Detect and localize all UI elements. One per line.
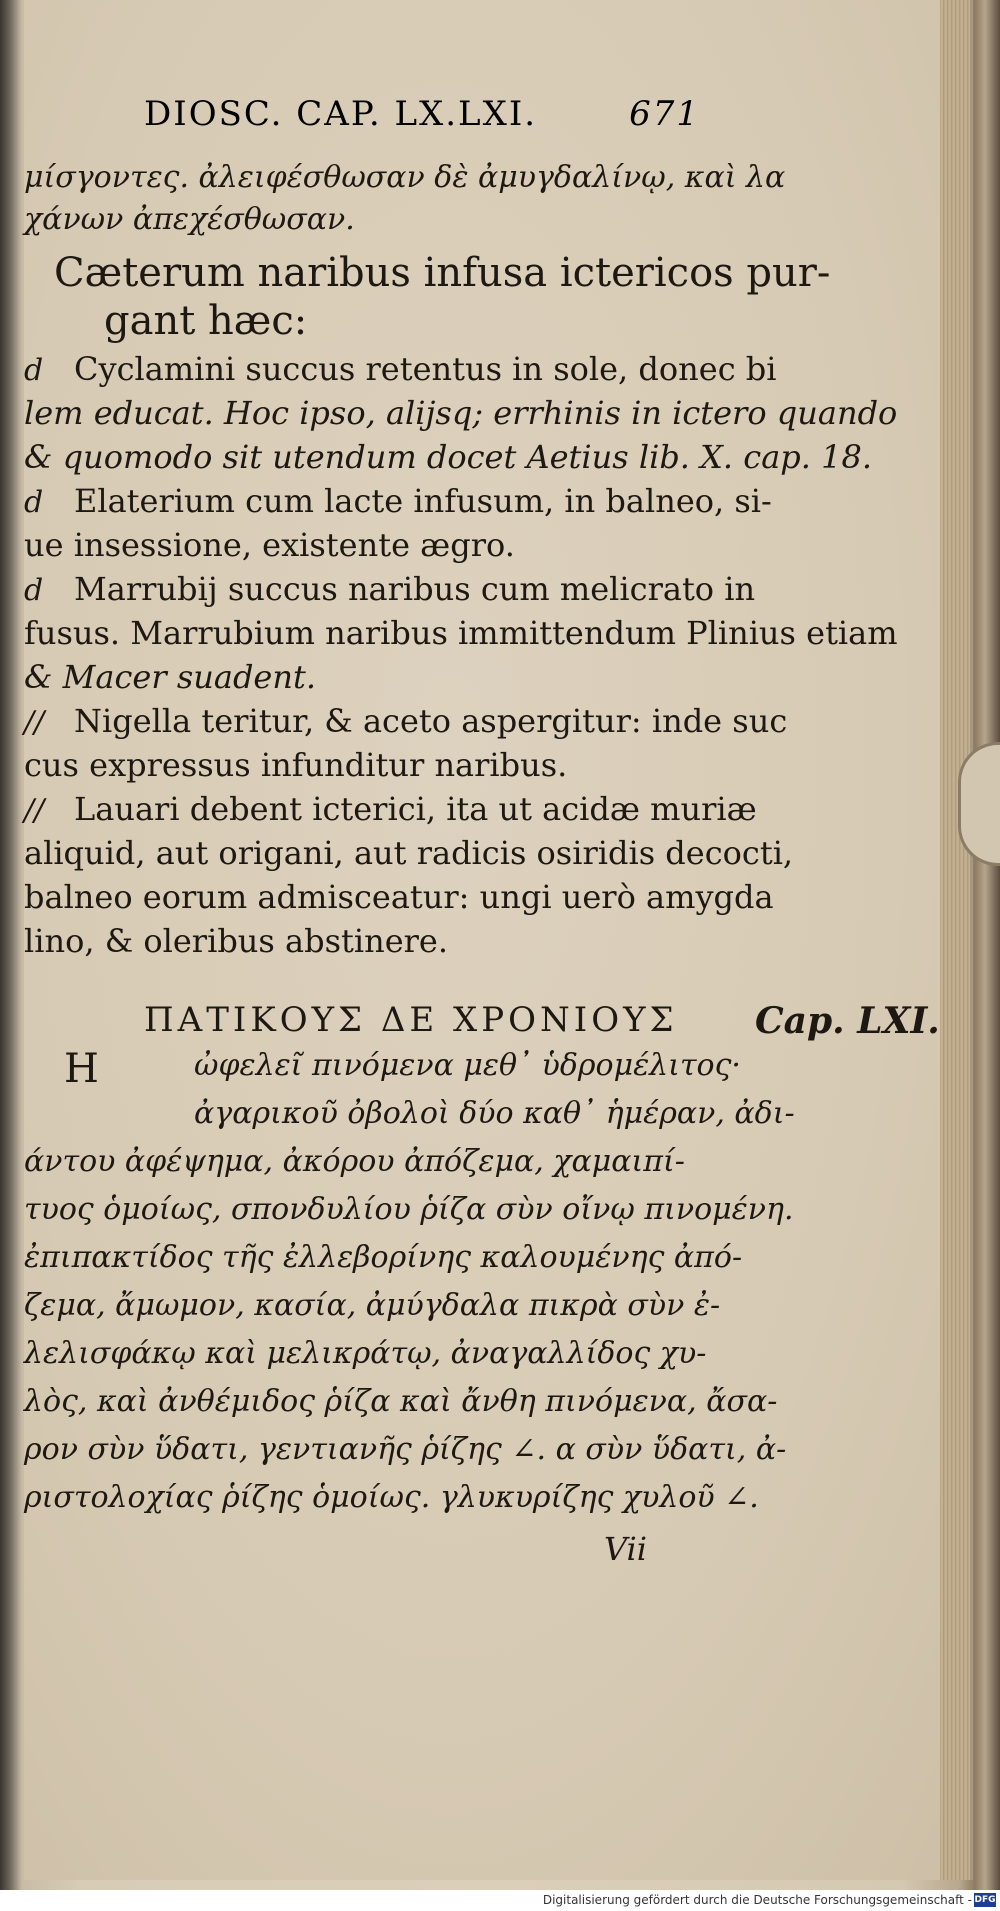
latin-heading-line: gant hæc: — [104, 298, 308, 344]
dfg-logo-icon: DFG — [974, 1895, 996, 1905]
latin-heading-line: Cæterum naribus infusa ictericos pur- — [54, 250, 831, 296]
entry-line: & Macer suadent. — [24, 658, 316, 696]
entry-marker: d — [24, 485, 44, 520]
running-header — [120, 94, 700, 144]
entry-marker: // — [24, 793, 45, 828]
section-initial: Η — [64, 1046, 99, 1092]
header-title: DIOSC. CAP. LX.LXI. — [144, 94, 538, 134]
footer-credit: Digitalisierung gefördert durch die Deutsche Forschungsgemeinschaft - — [542, 1893, 972, 1907]
entry-line: lino, & oleribus abstinere. — [24, 922, 449, 960]
chapter-label: Cap. LXI. — [755, 1000, 940, 1042]
greek-line: άντου ἀφέψημα, ἀκόρου ἀπόζεμα, χαμαιπί- — [24, 1144, 685, 1179]
section-heading: ΠΑΤΙΚΟΥΣ ΔΕ ΧΡΟΝΙΟΥΣ — [144, 1000, 678, 1040]
greek-line: λὸς, καὶ ἀνθέμιδος ῥίζα καὶ ἄνθη πινόμενα, ἄσα- — [24, 1384, 778, 1419]
entry-line — [24, 790, 757, 828]
entry-line — [24, 482, 772, 520]
greek-line: ἐπιπακτίδος τῆς ἐλλεβορίνης καλουμένης ἀπό- — [24, 1240, 743, 1275]
entry-text: Cyclamini succus retentus in sole, donec bi — [74, 350, 777, 388]
greek-line: μίσγοντες. ἀλειφέσθωσαν δὲ ἀμυγδαλίνῳ, καὶ λα — [24, 160, 786, 195]
entry-line: aliquid, aut origani, aut radicis osiridis decocti, — [24, 834, 794, 872]
entry-marker: d — [24, 353, 44, 388]
greek-line: ζεμα, ἄμωμον, κασία, ἀμύγδαλα πικρὰ σὺν ἐ- — [24, 1288, 721, 1323]
entry-line: & quomodo sit utendum docet Aetius lib. X. cap. 18. — [24, 438, 872, 476]
greek-line: ἀγαρικοῦ ὀβολοὶ δύο καθ᾽ ἡμέραν, ἀδι- — [194, 1096, 795, 1131]
greek-line: χάνων ἀπεχέσθωσαν. — [24, 202, 355, 237]
entry-line — [24, 350, 777, 388]
entry-line — [24, 702, 787, 740]
greek-line: λελισφάκῳ καὶ μελικράτῳ, ἀναγαλλίδος χυ- — [24, 1336, 707, 1371]
entry-text: Marrubij succus naribus cum melicrato in — [74, 570, 756, 608]
entry-line: balneo eorum admisceatur: ungi uerò amygda — [24, 878, 774, 916]
entry-line — [24, 570, 755, 608]
catchword: Vii — [604, 1530, 648, 1568]
entry-line: cus expressus infunditur naribus. — [24, 746, 568, 784]
greek-line: τυος ὁμοίως, σπονδυλίου ῥίζα σὺν οἴνῳ πινομένη. — [24, 1192, 794, 1227]
greek-line: ρον σὺν ὕδατι, γεντιανῆς ῥίζης ∠. α σὺν ὕδατι, ἀ- — [24, 1432, 787, 1467]
greek-line: ριστολοχίας ῥίζης ὁμοίως. γλυκυρίζης χυλοῦ ∠. — [24, 1480, 759, 1515]
entry-line: lem educat. Hoc ipso, alijsq; errhinis in ictero quando — [24, 394, 898, 432]
entry-line: fusus. Marrubium naribus immittendum Plinius etiam — [24, 614, 898, 652]
entry-text: Nigella teritur, & aceto aspergitur: inde suc — [74, 702, 788, 740]
page-clasp-tab — [958, 742, 1000, 866]
greek-line: ὠφελεῖ πινόμενα μεθ᾽ ὑδρομέλιτος· — [194, 1048, 741, 1083]
page-edge — [940, 0, 970, 1880]
entry-marker: d — [24, 573, 44, 608]
entry-marker: // — [24, 705, 45, 740]
entry-text: Lauari debent icterici, ita ut acidæ muriæ — [74, 790, 757, 828]
entry-text: Elaterium cum lacte infusum, in balneo, si- — [74, 482, 772, 520]
page-number: 671 — [629, 94, 700, 134]
entry-line: ue insessione, existente ægro. — [24, 526, 515, 564]
